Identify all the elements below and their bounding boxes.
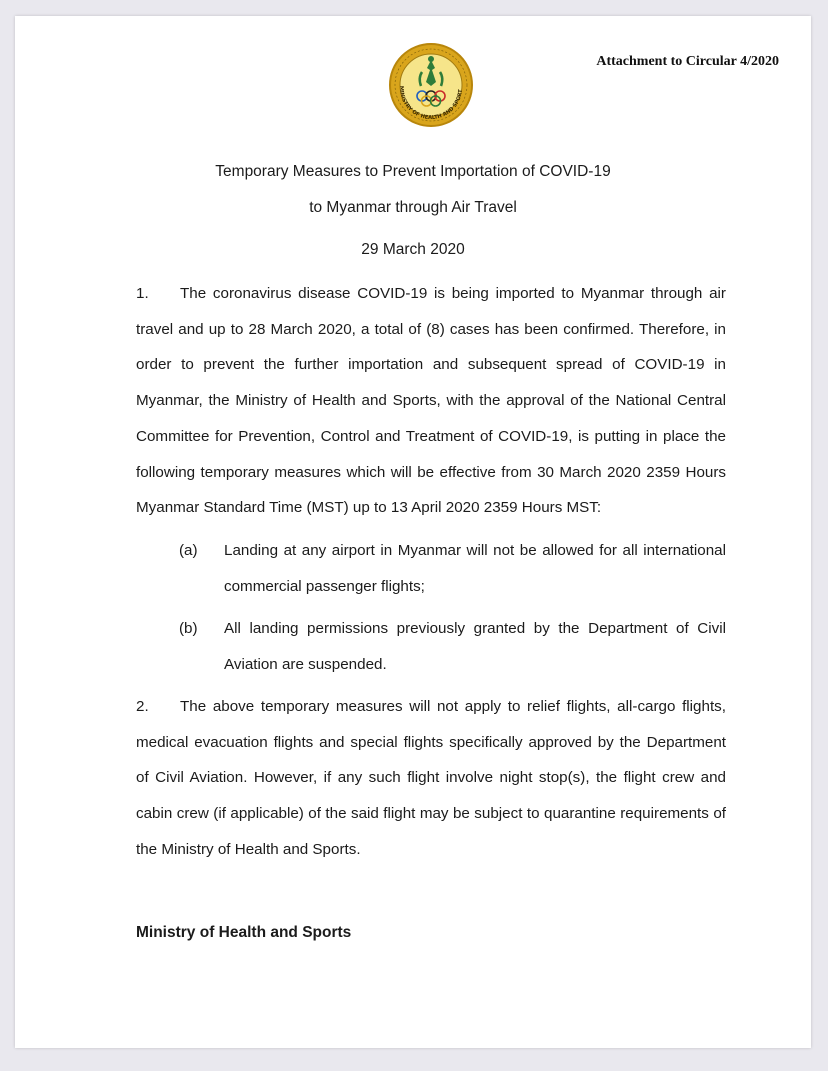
- paragraph-2-text: The above temporary measures will not apply to relief flights, all-cargo flights, medical evacuation flights and special flights specifically approved by the Department of Civil Aviation. However, if any such flight involve night stop(s), the flight crew and cabin crew (if applicable) of the said flight may be subject to quarantine requirements of the Ministry of Health and Sports.: [136, 698, 726, 858]
- signature: Ministry of Health and Sports: [136, 924, 352, 941]
- seal-text: MINISTRY OF HEALTH AND SPORT: [397, 85, 464, 122]
- ministry-seal-icon: [388, 42, 474, 128]
- measure-b: [179, 611, 726, 682]
- measure-a: [179, 533, 726, 604]
- measure-b-label: (b): [179, 620, 198, 637]
- paragraph-1: [136, 276, 726, 526]
- document-page: [15, 16, 811, 1048]
- paragraph-1-text: The coronavirus disease COVID-19 is being imported to Myanmar through air travel and up to 28 March 2020, a total of (8) cases has been confirmed. Therefore, in order to prevent the further importation and subsequent spread of COVID-19 in Myanmar, the Ministry of Health and Sports, with the approval of the National Central Committee for Prevention, Control and Treatment of COVID-19, is putting in place the following temporary measures which will be effective from 30 March 2020 2359 Hours Myanmar Standard Time (MST) up to 13 April 2020 2359 Hours MST:: [136, 285, 726, 517]
- measure-b-text: All landing permissions previously granted by the Department of Civil Aviation are suspended.: [224, 620, 726, 673]
- document-title-line2: to Myanmar through Air Travel: [309, 199, 517, 216]
- seal-graphic: [388, 42, 474, 128]
- document-title-line1: Temporary Measures to Prevent Importation of COVID-19: [215, 163, 611, 180]
- paragraph-2: [136, 689, 726, 868]
- document-date: 29 March 2020: [361, 241, 465, 258]
- paragraph-1-number: 1.: [136, 285, 149, 302]
- paragraph-2-number: 2.: [136, 698, 149, 715]
- measure-a-text: Landing at any airport in Myanmar will not be allowed for all international commercial passenger flights;: [224, 542, 726, 595]
- attachment-label: Attachment to Circular 4/2020: [596, 54, 779, 69]
- measure-a-label: (a): [179, 542, 198, 559]
